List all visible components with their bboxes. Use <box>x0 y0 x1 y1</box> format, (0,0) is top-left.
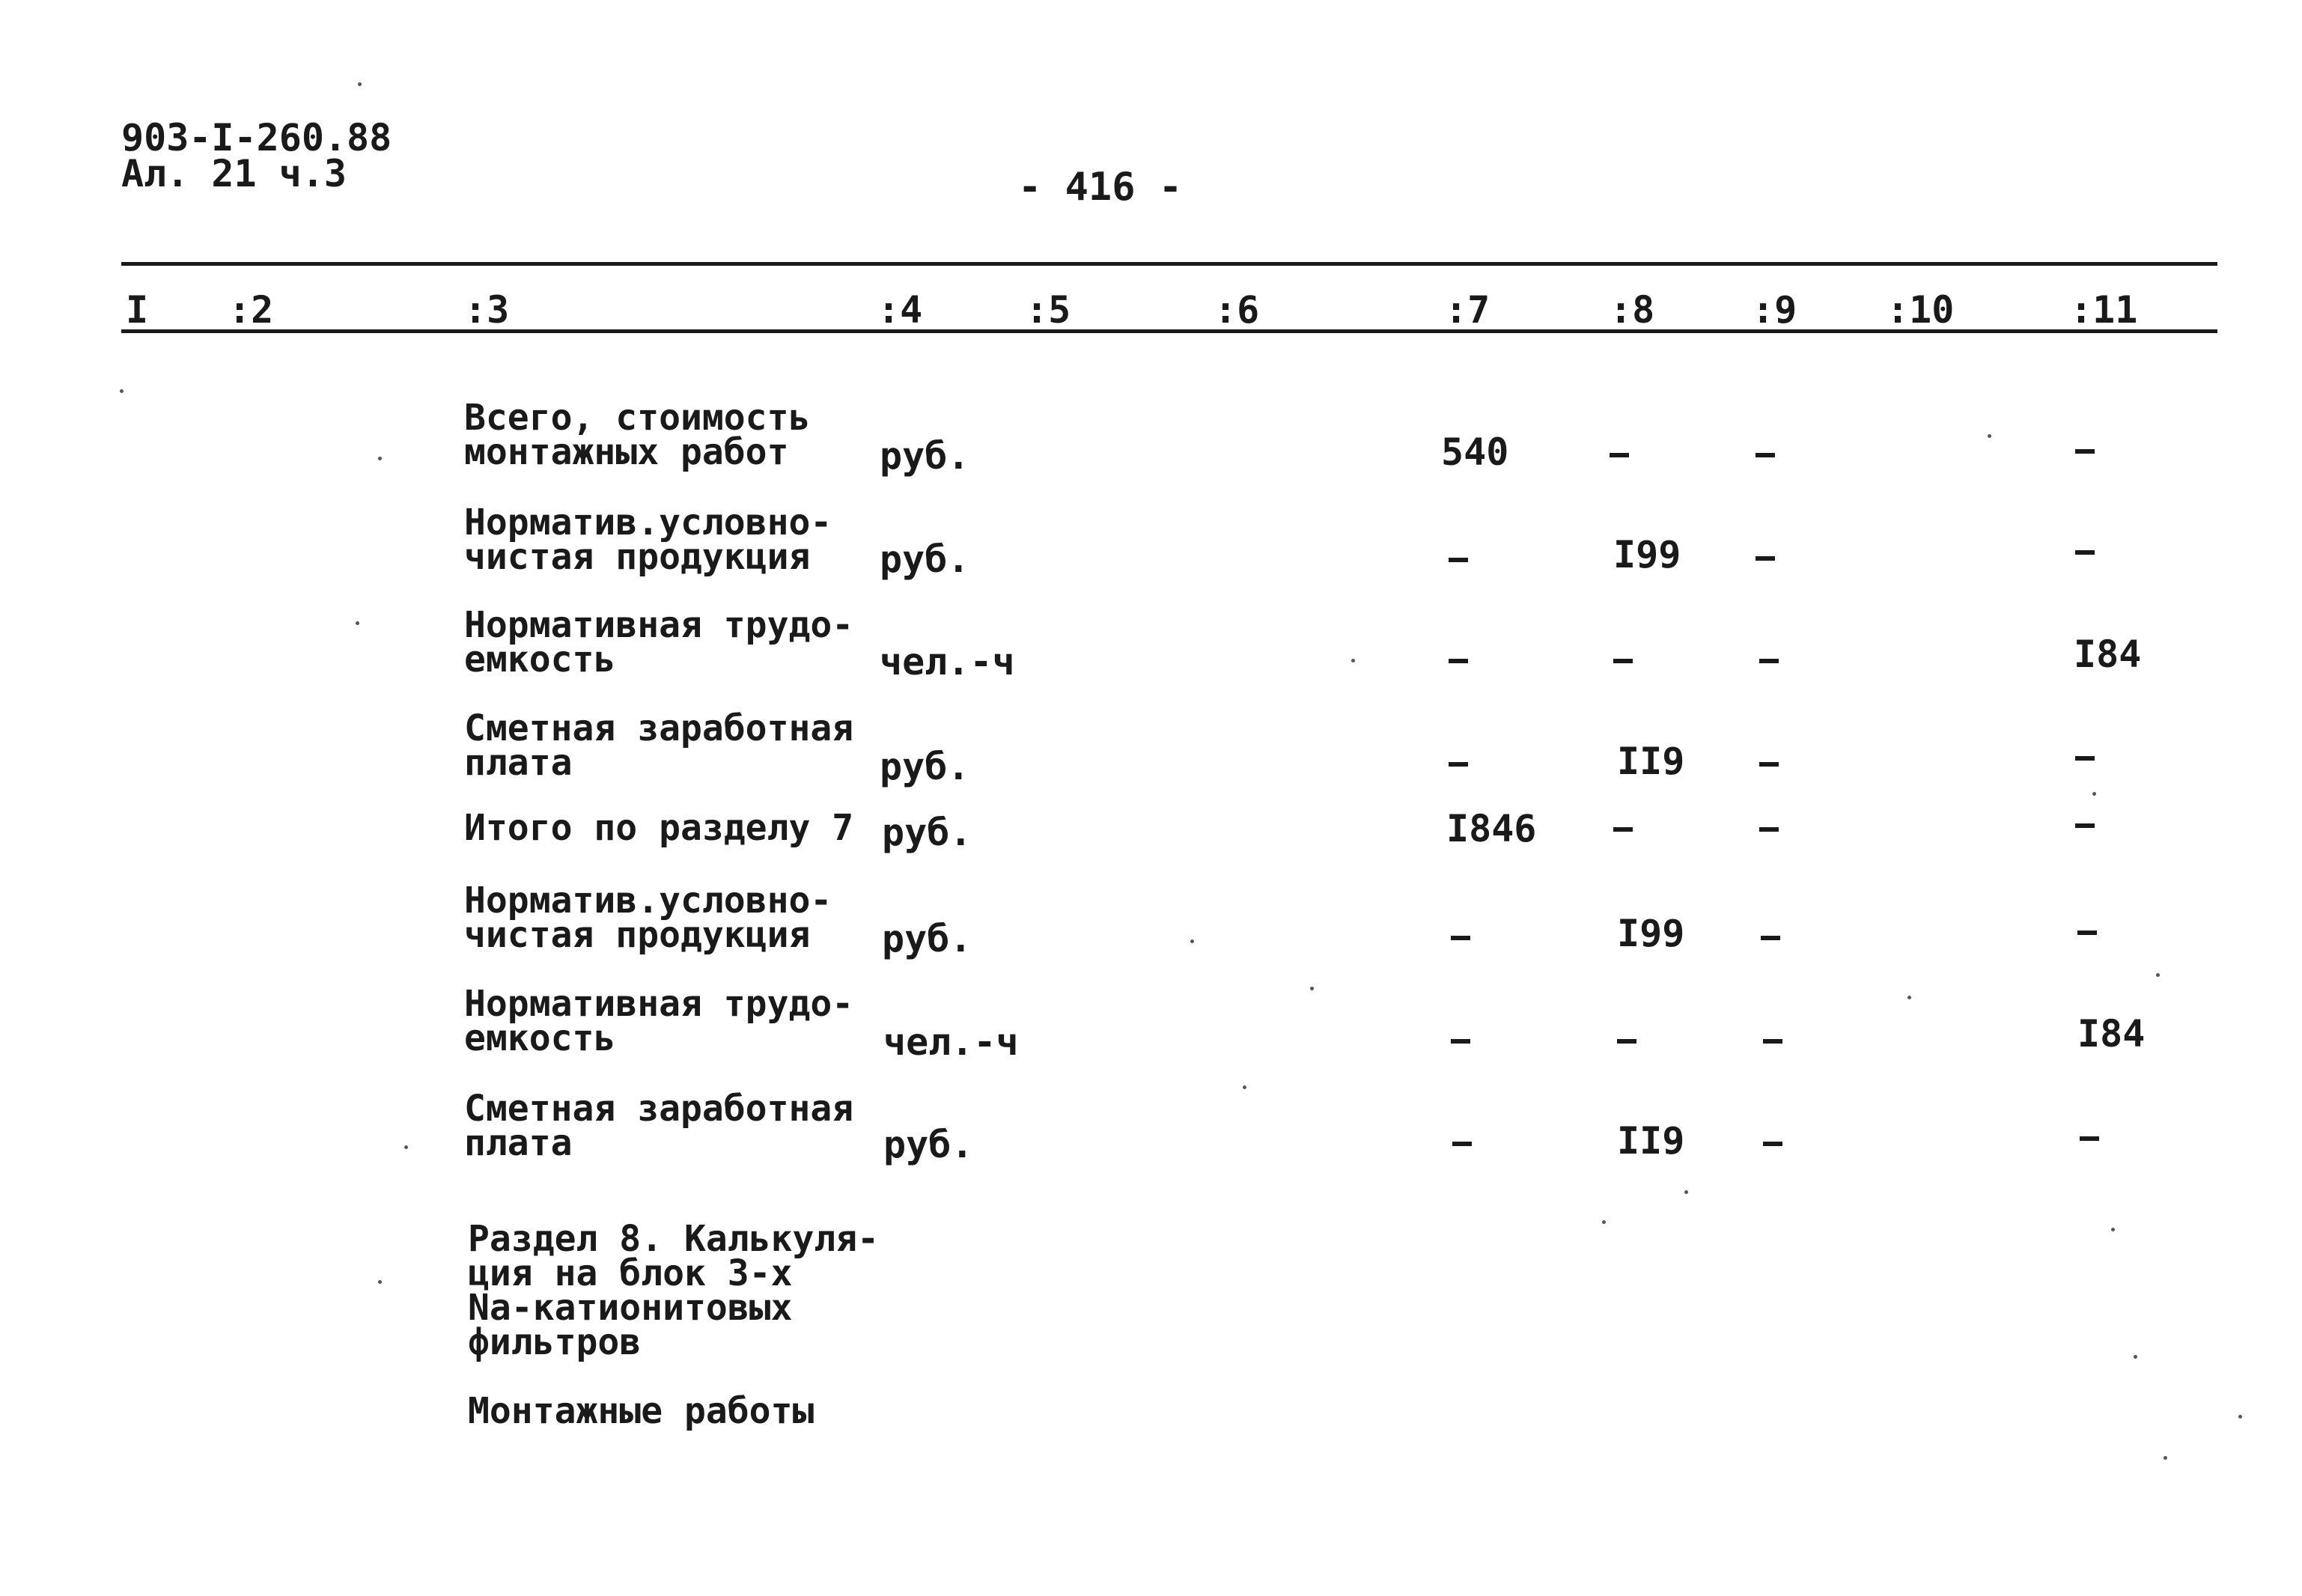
section-8-subtitle: Монтажные работы <box>468 1390 814 1432</box>
row-label: Сметная заработная плата <box>464 1088 854 1164</box>
row-dash-col11 <box>2075 550 2095 555</box>
col-header-9: :9 <box>1752 288 1797 332</box>
row-dash-col7 <box>1449 558 1468 562</box>
row-value-col8: II9 <box>1617 740 1685 783</box>
row-unit: руб. <box>880 745 970 788</box>
row-dash-col11 <box>2080 1136 2099 1141</box>
row-value-col8: I99 <box>1613 533 1681 576</box>
row-value-col7: I846 <box>1446 807 1537 850</box>
row-dash-col11 <box>2075 823 2095 828</box>
col-header-6: :6 <box>1214 288 1260 332</box>
row-dash-col7 <box>1452 1142 1472 1146</box>
row-unit: руб. <box>882 811 972 854</box>
row-dash-col8 <box>1610 453 1629 457</box>
row-dash-col9 <box>1759 762 1779 767</box>
col-header-7: :7 <box>1445 288 1490 332</box>
col-header-11: :11 <box>2070 288 2138 332</box>
row-dash-col8 <box>1617 1039 1636 1044</box>
row-label: Норматив.условно- чистая продукция <box>464 502 832 578</box>
col-header-4: :4 <box>877 288 923 332</box>
row-dash-col7 <box>1451 1039 1470 1044</box>
row-dash-col9 <box>1756 556 1775 561</box>
row-value-col7: 540 <box>1441 430 1509 474</box>
row-dash-col9 <box>1763 1039 1782 1044</box>
row-dash-col11 <box>2077 931 2097 935</box>
row-label: Всего, стоимость монтажных работ <box>464 397 811 473</box>
sheet-line: Ал. 21 ч.3 <box>121 152 347 195</box>
row-dash-col9 <box>1756 453 1775 457</box>
row-dash-col8 <box>1613 827 1633 832</box>
col-header-1: I <box>126 288 149 332</box>
row-label: Итого по разделу 7 <box>464 807 854 849</box>
row-dash-col8 <box>1613 659 1633 663</box>
row-dash-col7 <box>1449 762 1468 767</box>
row-label: Нормативная трудо- емкость <box>464 983 854 1059</box>
row-dash-col11 <box>2075 756 2095 761</box>
section-8-title: Раздел 8. Калькуля- ция на блок 3-х Nа-катионитовых фильтров <box>468 1218 880 1363</box>
document-code <box>121 116 392 195</box>
row-unit: руб. <box>880 537 970 581</box>
row-dash-col9 <box>1763 1142 1782 1146</box>
doc-code-line: 903-I-260.88 <box>121 116 392 159</box>
row-dash-col7 <box>1451 936 1470 940</box>
col-header-2: :2 <box>228 288 274 332</box>
header-top-rule <box>121 262 2217 266</box>
row-unit: руб. <box>882 917 972 960</box>
row-value-col11: I84 <box>2074 633 2142 676</box>
row-value-col11: I84 <box>2077 1012 2146 1056</box>
row-value-col8: I99 <box>1617 912 1685 955</box>
row-unit: чел.-ч <box>883 1020 1019 1064</box>
col-header-8: :8 <box>1610 288 1655 332</box>
row-unit: руб. <box>880 434 970 478</box>
row-dash-col7 <box>1449 659 1468 663</box>
row-unit: чел.-ч <box>880 640 1015 683</box>
row-dash-col9 <box>1759 659 1779 663</box>
row-dash-col9 <box>1761 936 1780 940</box>
row-label: Норматив.условно- чистая продукция <box>464 880 832 956</box>
col-header-5: :5 <box>1026 288 1071 332</box>
row-dash-col11 <box>2075 449 2095 454</box>
row-unit: руб. <box>883 1123 974 1166</box>
col-header-3: :3 <box>464 288 510 332</box>
row-value-col8: II9 <box>1617 1119 1685 1163</box>
row-dash-col9 <box>1759 827 1779 832</box>
col-header-10: :10 <box>1887 288 1955 332</box>
row-label: Сметная заработная плата <box>464 707 854 784</box>
row-label: Нормативная трудо- емкость <box>464 604 854 680</box>
page-number: - 416 - <box>1018 165 1183 210</box>
